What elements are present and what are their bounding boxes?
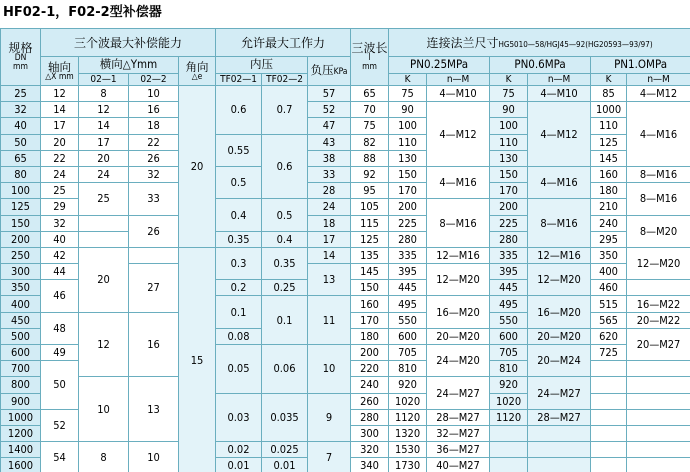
- p1-cell: 0.08: [216, 328, 262, 344]
- len-cell: 115: [351, 215, 389, 231]
- len-cell: 105: [351, 199, 389, 215]
- header-nm-pn06: n—M: [528, 74, 591, 86]
- header-pn06: PN0.6MPa: [490, 57, 591, 74]
- len-cell: 340: [351, 458, 389, 472]
- p1-cell: 0.1: [216, 296, 262, 328]
- len-cell: 200: [351, 345, 389, 361]
- k3-cell: [591, 458, 627, 472]
- nm3-cell: [627, 458, 690, 472]
- neg-cell: 9: [308, 393, 351, 442]
- nm1-cell: 4—M10: [427, 86, 490, 102]
- len-cell: 280: [351, 409, 389, 425]
- k2-cell: 90: [490, 102, 528, 118]
- lat2-cell: 33: [129, 183, 179, 215]
- nm3-cell: 16—M22: [627, 296, 690, 312]
- k2-cell: [490, 425, 528, 441]
- k2-cell: [490, 442, 528, 458]
- k3-cell: 180: [591, 183, 627, 199]
- axial-cell: 50: [41, 361, 79, 410]
- axial-cell: 46: [41, 280, 79, 312]
- p2-cell: 0.06: [262, 345, 308, 394]
- lat1-cell: 25: [79, 183, 129, 215]
- axial-cell: 24: [41, 166, 79, 182]
- len-cell: 88: [351, 150, 389, 166]
- k3-cell: 210: [591, 199, 627, 215]
- len-cell: 65: [351, 86, 389, 102]
- nm3-cell: [627, 425, 690, 441]
- header-lat-02-1: 02—1: [79, 74, 129, 86]
- header-k-pn025: K: [389, 74, 427, 86]
- k1-cell: 150: [389, 166, 427, 182]
- dn-cell: 80: [1, 166, 41, 182]
- k1-cell: 90: [389, 102, 427, 118]
- header-wave-length: 三波长 l mm: [351, 29, 389, 86]
- axial-cell: 42: [41, 247, 79, 263]
- lat1-cell: 20: [79, 150, 129, 166]
- k1-cell: 600: [389, 328, 427, 344]
- len-cell: 82: [351, 134, 389, 150]
- dn-cell: 400: [1, 296, 41, 312]
- nm2-cell: 12—M16: [528, 247, 591, 263]
- k1-cell: 395: [389, 264, 427, 280]
- header-max-pressure: 允许最大工作力: [216, 29, 351, 57]
- k1-cell: 1020: [389, 393, 427, 409]
- dn-cell: 350: [1, 280, 41, 296]
- header-angular: 角向 △e: [179, 57, 216, 86]
- k1-cell: 170: [389, 183, 427, 199]
- neg-cell: 17: [308, 231, 351, 247]
- k3-cell: [591, 393, 627, 409]
- p2-cell: 0.4: [262, 231, 308, 247]
- lat1-cell: 8: [79, 86, 129, 102]
- nm2-cell: 8—M16: [528, 199, 591, 248]
- p1-cell: 0.55: [216, 134, 262, 166]
- k2-cell: 335: [490, 247, 528, 263]
- nm2-cell: 12—M20: [528, 264, 591, 296]
- k1-cell: 335: [389, 247, 427, 263]
- k3-cell: 145: [591, 150, 627, 166]
- nm1-cell: 4—M12: [427, 102, 490, 167]
- k1-cell: 1730: [389, 458, 427, 472]
- neg-cell: 11: [308, 296, 351, 345]
- neg-cell: 24: [308, 199, 351, 215]
- nm1-cell: 32—M27: [427, 425, 490, 441]
- dn-cell: 500: [1, 328, 41, 344]
- header-axial: 轴向 △X mm: [41, 57, 79, 86]
- dn-cell: 25: [1, 86, 41, 102]
- nm3-cell: 20—M27: [627, 328, 690, 360]
- dn-cell: 450: [1, 312, 41, 328]
- nm1-cell: 24—M27: [427, 377, 490, 409]
- axial-cell: 17: [41, 118, 79, 134]
- axial-cell: 25: [41, 183, 79, 199]
- k3-cell: 460: [591, 280, 627, 296]
- p2-cell: 0.6: [262, 134, 308, 199]
- p2-cell: 0.5: [262, 199, 308, 231]
- len-cell: 150: [351, 280, 389, 296]
- nm2-cell: 20—M20: [528, 328, 591, 344]
- axial-cell: 40: [41, 231, 79, 247]
- dn-cell: 200: [1, 231, 41, 247]
- k3-cell: [591, 377, 627, 393]
- lat1-cell: 8: [79, 442, 129, 472]
- header-lat-02-2: 02—2: [129, 74, 179, 86]
- nm1-cell: 12—M20: [427, 264, 490, 296]
- header-pn025: PN0.25MPa: [389, 57, 490, 74]
- axial-cell: 44: [41, 264, 79, 280]
- header-lateral: 横向△Ymm: [79, 57, 179, 74]
- k1-cell: 130: [389, 150, 427, 166]
- dn-cell: 125: [1, 199, 41, 215]
- axial-cell: 49: [41, 345, 79, 361]
- k3-cell: 565: [591, 312, 627, 328]
- axial-cell: 54: [41, 442, 79, 472]
- k1-cell: 495: [389, 296, 427, 312]
- lat2-cell: [129, 247, 179, 263]
- nm2-cell: 28—M27: [528, 409, 591, 425]
- nm2-cell: [528, 442, 591, 458]
- k2-cell: 920: [490, 377, 528, 393]
- nm2-cell: [528, 458, 591, 472]
- k1-cell: 110: [389, 134, 427, 150]
- k2-cell: 445: [490, 280, 528, 296]
- k1-cell: 1120: [389, 409, 427, 425]
- p2-cell: 0.35: [262, 247, 308, 279]
- nm2-cell: [528, 425, 591, 441]
- k2-cell: 100: [490, 118, 528, 134]
- lat2-cell: 13: [129, 377, 179, 442]
- k3-cell: [591, 361, 627, 377]
- table-row: [1, 86, 690, 102]
- k2-cell: 225: [490, 215, 528, 231]
- table-row: [1, 247, 690, 263]
- axial-cell: 14: [41, 102, 79, 118]
- nm3-cell: [627, 442, 690, 458]
- lat2-cell: 16: [129, 102, 179, 118]
- lat2-cell: 22: [129, 134, 179, 150]
- neg-cell: 57: [308, 86, 351, 102]
- nm3-cell: [627, 361, 690, 377]
- header-tf02-2: TF02—2: [262, 74, 308, 86]
- dn-cell: 32: [1, 102, 41, 118]
- len-cell: 125: [351, 231, 389, 247]
- len-cell: 160: [351, 296, 389, 312]
- k2-cell: 550: [490, 312, 528, 328]
- dn-cell: 1200: [1, 425, 41, 441]
- k2-cell: 495: [490, 296, 528, 312]
- neg-cell: 13: [308, 264, 351, 296]
- len-cell: 95: [351, 183, 389, 199]
- nm2-cell: 16—M20: [528, 296, 591, 328]
- nm3-cell: [627, 393, 690, 409]
- nm3-cell: 12—M20: [627, 247, 690, 279]
- nm2-cell: 4—M16: [528, 166, 591, 198]
- k3-cell: 160: [591, 166, 627, 182]
- len-cell: 70: [351, 102, 389, 118]
- dn-cell: 1400: [1, 442, 41, 458]
- k2-cell: 1120: [490, 409, 528, 425]
- lat1-cell: [79, 215, 129, 231]
- nm1-cell: 8—M16: [427, 199, 490, 248]
- axial-cell: 22: [41, 150, 79, 166]
- header-internal: 内压: [216, 57, 308, 74]
- header-k-pn06: K: [490, 74, 528, 86]
- header-k-pn1: K: [591, 74, 627, 86]
- p2-cell: 0.7: [262, 86, 308, 135]
- len-cell: 135: [351, 247, 389, 263]
- axial-cell: 12: [41, 86, 79, 102]
- k1-cell: 200: [389, 199, 427, 215]
- dn-cell: 600: [1, 345, 41, 361]
- nm3-cell: 8—M20: [627, 215, 690, 247]
- p2-cell: 0.1: [262, 296, 308, 345]
- spec-table: [0, 28, 690, 472]
- nm3-cell: 8—M16: [627, 166, 690, 182]
- nm3-cell: 4—M12: [627, 86, 690, 102]
- lat1-cell: 12: [79, 312, 129, 377]
- k3-cell: 295: [591, 231, 627, 247]
- header-tf02-1: TF02—1: [216, 74, 262, 86]
- k1-cell: 920: [389, 377, 427, 393]
- header-flange: 连接法兰尺寸HG5010—58/HGJ45—92(HG20593—93/97): [389, 29, 690, 57]
- p1-cell: 0.5: [216, 166, 262, 198]
- k1-cell: 225: [389, 215, 427, 231]
- k3-cell: 240: [591, 215, 627, 231]
- k3-cell: 400: [591, 264, 627, 280]
- angular-cell: 20: [179, 86, 216, 248]
- lat1-cell: [79, 231, 129, 247]
- p1-cell: 0.03: [216, 393, 262, 442]
- nm1-cell: 28—M27: [427, 409, 490, 425]
- p1-cell: 0.35: [216, 231, 262, 247]
- axial-cell: 29: [41, 199, 79, 215]
- lat2-cell: 16: [129, 312, 179, 377]
- dn-cell: 900: [1, 393, 41, 409]
- k1-cell: 705: [389, 345, 427, 361]
- k2-cell: 810: [490, 361, 528, 377]
- neg-cell: 38: [308, 150, 351, 166]
- len-cell: 320: [351, 442, 389, 458]
- axial-cell: 32: [41, 215, 79, 231]
- k2-cell: 150: [490, 166, 528, 182]
- k3-cell: [591, 442, 627, 458]
- dn-cell: 1600: [1, 458, 41, 472]
- p1-cell: 0.3: [216, 247, 262, 279]
- lat2-cell: 18: [129, 118, 179, 134]
- k1-cell: 75: [389, 86, 427, 102]
- table-row: [1, 442, 690, 458]
- k2-cell: [490, 458, 528, 472]
- table-row: [1, 166, 690, 182]
- header-comp-capacity: 三个波最大补偿能力: [41, 29, 216, 57]
- lat1-cell: 14: [79, 118, 129, 134]
- len-cell: 92: [351, 166, 389, 182]
- header-spec: 规格 DN mm: [1, 29, 41, 86]
- nm2-cell: 4—M12: [528, 102, 591, 167]
- k3-cell: 1000: [591, 102, 627, 118]
- neg-cell: 33: [308, 166, 351, 182]
- lat2-cell: 10: [129, 86, 179, 102]
- neg-cell: 14: [308, 247, 351, 263]
- nm1-cell: 16—M20: [427, 296, 490, 328]
- dn-cell: 150: [1, 215, 41, 231]
- k2-cell: 705: [490, 345, 528, 361]
- p2-cell: 0.035: [262, 393, 308, 442]
- k3-cell: 110: [591, 118, 627, 134]
- k2-cell: 75: [490, 86, 528, 102]
- len-cell: 220: [351, 361, 389, 377]
- k2-cell: 200: [490, 199, 528, 215]
- nm3-cell: 20—M22: [627, 312, 690, 328]
- k1-cell: 1320: [389, 425, 427, 441]
- p1-cell: 0.4: [216, 199, 262, 231]
- k1-cell: 445: [389, 280, 427, 296]
- p2-cell: 0.025: [262, 442, 308, 458]
- neg-cell: 7: [308, 442, 351, 472]
- lat2-cell: 27: [129, 264, 179, 313]
- nm3-cell: 4—M16: [627, 102, 690, 167]
- lat1-cell: 17: [79, 134, 129, 150]
- dn-cell: 50: [1, 134, 41, 150]
- k2-cell: 110: [490, 134, 528, 150]
- nm2-cell: 4—M10: [528, 86, 591, 102]
- dn-cell: 65: [1, 150, 41, 166]
- k1-cell: 280: [389, 231, 427, 247]
- p1-cell: 0.01: [216, 458, 262, 472]
- nm2-cell: 20—M24: [528, 345, 591, 377]
- neg-cell: 18: [308, 215, 351, 231]
- k2-cell: 395: [490, 264, 528, 280]
- neg-cell: 43: [308, 134, 351, 150]
- k1-cell: 550: [389, 312, 427, 328]
- p1-cell: 0.2: [216, 280, 262, 296]
- neg-cell: 28: [308, 183, 351, 199]
- lat2-cell: 26: [129, 215, 179, 247]
- header-nm-pn025: n—M: [427, 74, 490, 86]
- neg-cell: 52: [308, 102, 351, 118]
- k3-cell: 515: [591, 296, 627, 312]
- lat1-cell: 24: [79, 166, 129, 182]
- k1-cell: 100: [389, 118, 427, 134]
- dn-cell: 700: [1, 361, 41, 377]
- dn-cell: 800: [1, 377, 41, 393]
- p1-cell: 0.05: [216, 345, 262, 394]
- p1-cell: 0.6: [216, 86, 262, 135]
- page-title: HF02-1，F02-2型补偿器: [3, 5, 162, 20]
- k2-cell: 170: [490, 183, 528, 199]
- nm1-cell: 36—M27: [427, 442, 490, 458]
- k3-cell: [591, 409, 627, 425]
- dn-cell: 1000: [1, 409, 41, 425]
- k2-cell: 600: [490, 328, 528, 344]
- header-nm-pn1: n—M: [627, 74, 690, 86]
- nm2-cell: 24—M27: [528, 377, 591, 409]
- nm1-cell: 20—M20: [427, 328, 490, 344]
- k3-cell: 125: [591, 134, 627, 150]
- k3-cell: 620: [591, 328, 627, 344]
- k1-cell: 810: [389, 361, 427, 377]
- len-cell: 170: [351, 312, 389, 328]
- nm1-cell: 40—M27: [427, 458, 490, 472]
- k3-cell: 350: [591, 247, 627, 263]
- lat1-cell: 12: [79, 102, 129, 118]
- axial-cell: 48: [41, 312, 79, 344]
- header-pn1: PN1.OMPa: [591, 57, 690, 74]
- nm1-cell: 12—M16: [427, 247, 490, 263]
- len-cell: 75: [351, 118, 389, 134]
- header-negative: 负压KPa: [308, 57, 351, 86]
- table-row: [1, 102, 690, 118]
- len-cell: 260: [351, 393, 389, 409]
- lat1-cell: 20: [79, 247, 129, 312]
- k3-cell: 85: [591, 86, 627, 102]
- neg-cell: 10: [308, 345, 351, 394]
- lat2-cell: 10: [129, 442, 179, 472]
- nm1-cell: 4—M16: [427, 166, 490, 198]
- p1-cell: 0.02: [216, 442, 262, 458]
- dn-cell: 100: [1, 183, 41, 199]
- dn-cell: 250: [1, 247, 41, 263]
- len-cell: 180: [351, 328, 389, 344]
- nm3-cell: [627, 409, 690, 425]
- axial-cell: 20: [41, 134, 79, 150]
- len-cell: 240: [351, 377, 389, 393]
- k3-cell: 725: [591, 345, 627, 361]
- len-cell: 300: [351, 425, 389, 441]
- lat1-cell: 10: [79, 377, 129, 442]
- k2-cell: 280: [490, 231, 528, 247]
- k3-cell: [591, 425, 627, 441]
- p2-cell: 0.01: [262, 458, 308, 472]
- k2-cell: 1020: [490, 393, 528, 409]
- nm3-cell: 8—M16: [627, 183, 690, 215]
- dn-cell: 40: [1, 118, 41, 134]
- len-cell: 145: [351, 264, 389, 280]
- axial-cell: 52: [41, 409, 79, 441]
- nm3-cell: [627, 377, 690, 393]
- k1-cell: 1530: [389, 442, 427, 458]
- lat2-cell: 32: [129, 166, 179, 182]
- nm1-cell: 24—M20: [427, 345, 490, 377]
- angular-cell: 15: [179, 247, 216, 472]
- neg-cell: 47: [308, 118, 351, 134]
- nm3-cell: [627, 280, 690, 296]
- p2-cell: 0.25: [262, 280, 308, 296]
- k2-cell: 130: [490, 150, 528, 166]
- dn-cell: 300: [1, 264, 41, 280]
- lat2-cell: 26: [129, 150, 179, 166]
